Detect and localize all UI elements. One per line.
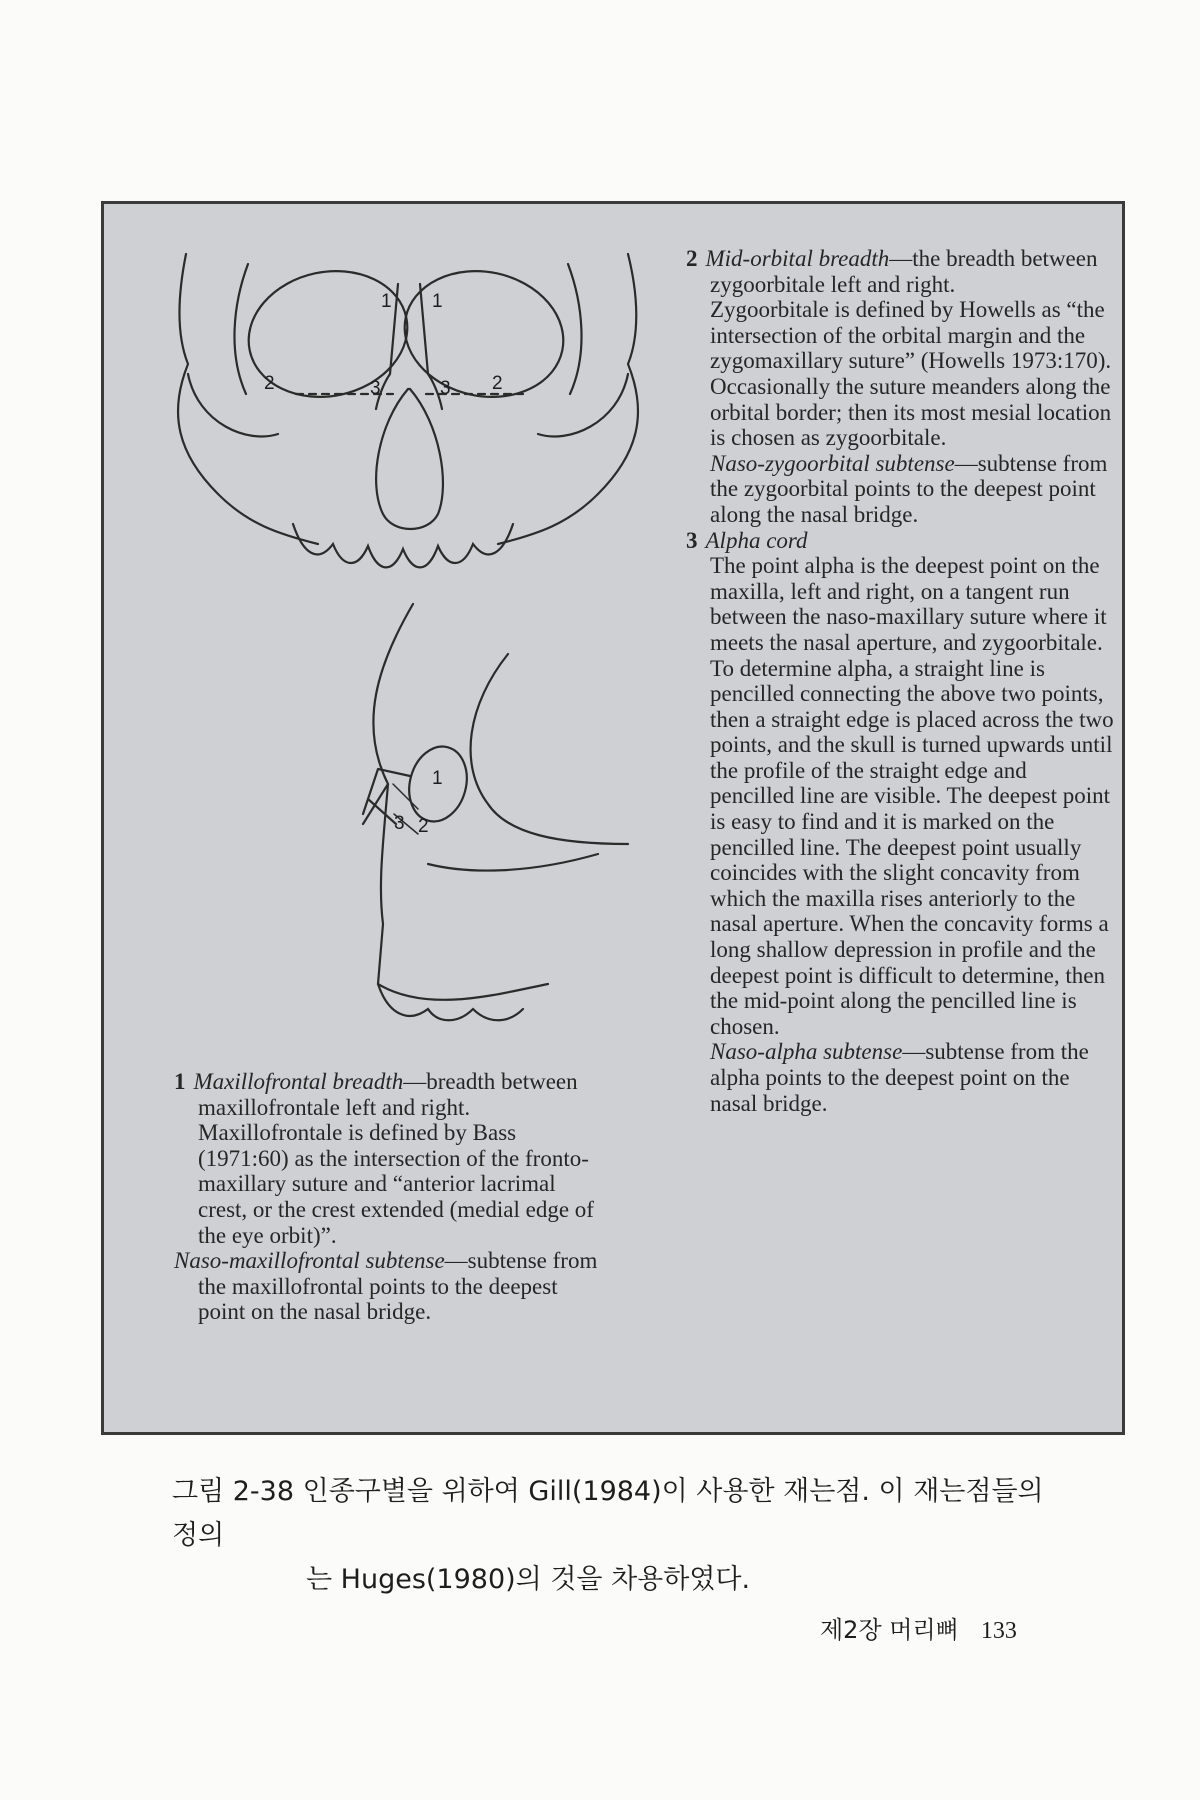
sub2-title: Naso-zygoorbital subtense: [710, 450, 955, 476]
item1-desc: —breadth between maxillofrontale left and right.: [198, 1069, 578, 1120]
item3-heading: [686, 528, 1116, 554]
right-orbit: [393, 257, 575, 412]
item2-heading: [686, 246, 1116, 297]
zygomatic-arches: [188, 374, 628, 437]
lateral-label-1: 1: [432, 768, 443, 789]
sub3-title: Naso-alpha subtense: [710, 1039, 903, 1065]
figure-caption: [172, 1470, 1072, 1602]
item3-title: Alpha cord: [705, 527, 808, 553]
item3-number: 3: [686, 527, 698, 553]
item1-heading: [174, 1069, 604, 1120]
sub2-desc: —subtense from the zygoorbital points to the deepest point along the nasal bridge.: [710, 450, 1108, 527]
item2-title: Mid-orbital breadth: [705, 246, 890, 271]
frontal-label-1-right: 1: [432, 291, 443, 312]
skull-diagram: [128, 224, 688, 1084]
sub3: [686, 1039, 1116, 1116]
frontal-label-2-right: 2: [492, 373, 503, 394]
page-footer: [820, 1610, 1017, 1645]
chapter-title: 제2장 머리뼈: [820, 1616, 959, 1644]
lateral-jaw: [428, 854, 598, 871]
item3-definition-1: The point alpha is the deepest point on the maxilla, left and right, on a tangent run between the naso-maxillary suture where it meets the nasal aperture, and zygoorbitale.: [710, 553, 1107, 655]
caption-line-1: 그림 2-38 인종구별을 위하여 Gill(1984)이 사용한 재는점. 이 재는점들의 정의: [172, 1476, 1044, 1551]
item1-title: Maxillofrontal breadth: [193, 1069, 404, 1094]
sub1: [174, 1248, 604, 1325]
sub1-title: Naso-maxillofrontal subtense: [174, 1248, 445, 1274]
page-number: 133: [980, 1618, 1017, 1644]
caption-line-2: 는 Huges(1980)의 것을 차용하였다.: [306, 1564, 751, 1595]
frontal-label-3-left: 3: [370, 378, 381, 399]
upper-teeth: [293, 524, 513, 567]
lateral-label-2: 2: [418, 816, 429, 837]
nasal-aperture: [376, 389, 443, 529]
lateral-label-3: 3: [394, 813, 405, 834]
item2-definition: Zygoorbitale is defined by Howells as “the intersection of the orbital margin and the zygomaxillary suture” (Howells 1973:170). Occasionally the suture meanders along the orbital border; then its most mesial location is chosen as zygoorbitale.: [710, 297, 1112, 451]
item1-definition: Maxillofrontale is defined by Bass (1971:60) as the intersection of the fronto-maxillary suture and “anterior lacrimal crest, or the crest extended (medial edge of the eye orbit)”.: [198, 1120, 594, 1248]
item1-number: 1: [174, 1069, 186, 1094]
frontal-label-1-left: 1: [381, 291, 392, 312]
lateral-skull-outline: [363, 604, 628, 1000]
left-text-column: [174, 1069, 604, 1325]
figure-panel: [101, 201, 1125, 1435]
item2-desc: —the breadth between zygoorbitale left and right.: [710, 246, 1098, 297]
frontal-skull-outline: [178, 254, 638, 544]
item3-definition-2: To determine alpha, a straight line is pencilled connecting the above two points, then a straight edge is placed across the two points, and the skull is turned upwards until the profile of the straight edge and pencilled line are visible. The deepest point is easy to find and it is marked on the pencilled line. The deepest point usually coincides with the slight concavity from which the maxilla rises anteriorly to the nasal aperture. When the concavity forms a long shallow depression in profile and the deepest point is difficult to determine, then the mid-point along the pencilled line is chosen.: [710, 655, 1114, 1039]
frontal-label-2-left: 2: [264, 373, 275, 394]
sub1-desc: —subtense from the maxillofrontal points to the deepest point on the nasal bridge.: [198, 1248, 598, 1325]
sub3-desc: —subtense from the alpha points to the deepest point on the nasal bridge.: [710, 1039, 1089, 1116]
lateral-teeth: [378, 984, 523, 1020]
right-text-column: [686, 246, 1116, 1116]
frontal-label-3-right: 3: [440, 378, 451, 399]
sub2: [686, 451, 1116, 528]
item2-number: 2: [686, 246, 698, 271]
